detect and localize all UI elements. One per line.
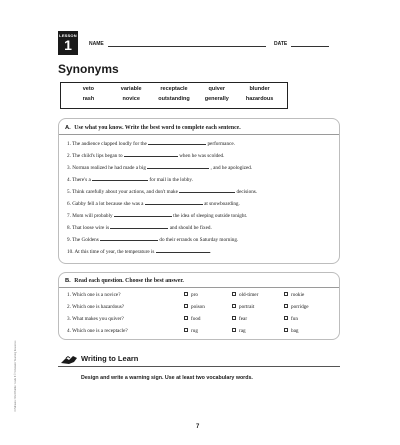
sentence-text: the idea of sleeping outside tonight.: [173, 213, 248, 219]
sentence-text: 1. The audience clapped loudly for the: [67, 141, 147, 147]
answer-blank[interactable]: [124, 152, 178, 157]
sentence-item: [67, 152, 224, 159]
option-label: fun: [291, 316, 298, 322]
word-bank-item: blunder: [249, 86, 270, 92]
answer-option[interactable]: [232, 316, 247, 322]
answer-option[interactable]: [284, 316, 298, 322]
word-bank-item: variable: [120, 86, 142, 92]
word-bank-item: quiver: [208, 86, 226, 92]
word-bank-item: novice: [122, 96, 140, 102]
option-label: poison: [191, 304, 205, 310]
section-b-panel: [58, 272, 340, 340]
sentence-item: [67, 164, 252, 171]
word-bank-item: veto: [82, 86, 95, 92]
page-title: Synonyms: [58, 62, 119, 76]
sentence-text: and should be fixed.: [169, 225, 212, 231]
sentence-item: [67, 212, 247, 219]
sentence-text: 2. The child's lips began to: [67, 153, 123, 159]
answer-blank[interactable]: [148, 140, 206, 145]
sentence-text: performance.: [207, 141, 235, 147]
question-text: 1. Which one is a novice?: [67, 292, 121, 298]
question-text: 3. What makes you quiver?: [67, 316, 124, 322]
writing-to-learn-title: Writing to Learn: [81, 354, 139, 363]
lesson-badge: [58, 31, 78, 55]
checkbox[interactable]: [232, 304, 236, 308]
checkbox[interactable]: [232, 328, 236, 332]
checkbox[interactable]: [184, 292, 188, 296]
answer-option[interactable]: [232, 304, 254, 310]
answer-option[interactable]: [284, 292, 304, 298]
writing-divider: [58, 366, 340, 367]
sentence-text: 4. There's a: [67, 177, 91, 183]
sentence-text: , and he apologized.: [210, 165, 253, 171]
checkbox[interactable]: [184, 304, 188, 308]
sentence-text: 7. Mom will probably: [67, 213, 113, 219]
checkbox[interactable]: [232, 292, 236, 296]
word-bank-item: outstanding: [158, 96, 190, 102]
lesson-number: 1: [64, 37, 72, 53]
sentence-item: [67, 224, 212, 231]
section-b-letter: B.: [65, 278, 71, 284]
checkbox[interactable]: [284, 328, 288, 332]
sentence-text: 8. That loose wire is: [67, 225, 110, 231]
option-label: food: [191, 316, 201, 322]
section-a-instruction: Use what you know. Write the best word to complete each sentence.: [74, 125, 241, 131]
word-bank: [60, 82, 288, 109]
pencil-hand-icon: [60, 355, 78, 365]
answer-blank[interactable]: [145, 200, 203, 205]
word-bank-item: rash: [82, 96, 95, 102]
answer-blank[interactable]: [156, 248, 210, 253]
option-label: bag: [291, 328, 299, 334]
answer-blank[interactable]: [92, 176, 148, 181]
sentence-text: .: [209, 249, 211, 255]
answer-blank[interactable]: [147, 164, 209, 169]
answer-blank[interactable]: [179, 188, 235, 193]
answer-blank[interactable]: [100, 236, 158, 241]
answer-blank[interactable]: [110, 224, 168, 229]
answer-option[interactable]: [184, 316, 201, 322]
option-label: porridge: [291, 304, 309, 310]
answer-option[interactable]: [284, 328, 299, 334]
section-b-instruction: Read each question. Choose the best answer.: [74, 278, 184, 284]
section-b-heading: [65, 278, 184, 284]
option-label: rug: [191, 328, 198, 334]
sentence-item: [67, 200, 240, 207]
sentence-item: [67, 248, 211, 255]
sentence-text: 9. The Goldens: [67, 237, 99, 243]
date-field-line[interactable]: [291, 46, 329, 47]
section-b-divider: [59, 287, 339, 288]
checkbox[interactable]: [284, 316, 288, 320]
word-bank-item: generally: [204, 96, 229, 102]
checkbox[interactable]: [184, 316, 188, 320]
sentence-text: 6. Gabby fell a lot because she was a: [67, 201, 144, 207]
answer-option[interactable]: [184, 292, 198, 298]
answer-option[interactable]: [184, 304, 205, 310]
option-label: rookie: [291, 292, 305, 298]
section-a-divider: [59, 134, 339, 135]
question-text: 2. Which one is hazardous?: [67, 304, 125, 310]
copyright-text: 10 Minutes: Word Builder Grade 6 © Scholastic Teaching Resources: [14, 340, 17, 412]
page-number: 7: [196, 424, 200, 430]
answer-option[interactable]: [284, 304, 309, 310]
sentence-item: [67, 236, 238, 243]
sentence-text: do their errands on Saturday morning.: [159, 237, 239, 243]
word-bank-item: hazardous: [245, 96, 274, 102]
sentence-text: decisions.: [236, 189, 258, 195]
option-label: pro: [191, 292, 198, 298]
checkbox[interactable]: [184, 328, 188, 332]
writing-prompt: Design and write a warning sign. Use at least two vocabulary words.: [81, 375, 253, 381]
checkbox[interactable]: [284, 304, 288, 308]
name-label: NAME: [89, 41, 104, 47]
date-label: DATE: [274, 41, 288, 47]
option-label: old-timer: [239, 292, 259, 298]
answer-option[interactable]: [184, 328, 198, 334]
section-a-heading: [65, 125, 241, 131]
sentence-item: [67, 140, 235, 147]
sentence-text: 3. Norman realized he had made a big: [67, 165, 146, 171]
sentence-item: [67, 176, 193, 183]
name-field-line[interactable]: [108, 46, 266, 47]
sentence-item: [67, 188, 257, 195]
word-bank-item: receptacle: [160, 86, 188, 92]
checkbox[interactable]: [232, 316, 236, 320]
lesson-label: LESSON: [59, 33, 77, 38]
sentence-text: for mail in the lobby.: [149, 177, 193, 183]
answer-blank[interactable]: [114, 212, 172, 217]
question-text: 4. Which one is a receptacle?: [67, 328, 128, 334]
answer-option[interactable]: [232, 328, 246, 334]
option-label: portrait: [239, 304, 255, 310]
section-a-letter: A.: [65, 125, 71, 131]
option-label: fear: [239, 316, 248, 322]
checkbox[interactable]: [284, 292, 288, 296]
section-a-panel: [58, 118, 340, 264]
copyright-note: [14, 262, 24, 412]
sentence-text: when he was scolded.: [179, 153, 225, 159]
answer-option[interactable]: [232, 292, 258, 298]
option-label: rag: [239, 328, 246, 334]
sentence-text: 10. At this time of year, the temperature is: [67, 249, 155, 255]
sentence-text: at snowboarding.: [204, 201, 240, 207]
sentence-text: 5. Think carefully about your actions, and don't make: [67, 189, 178, 195]
